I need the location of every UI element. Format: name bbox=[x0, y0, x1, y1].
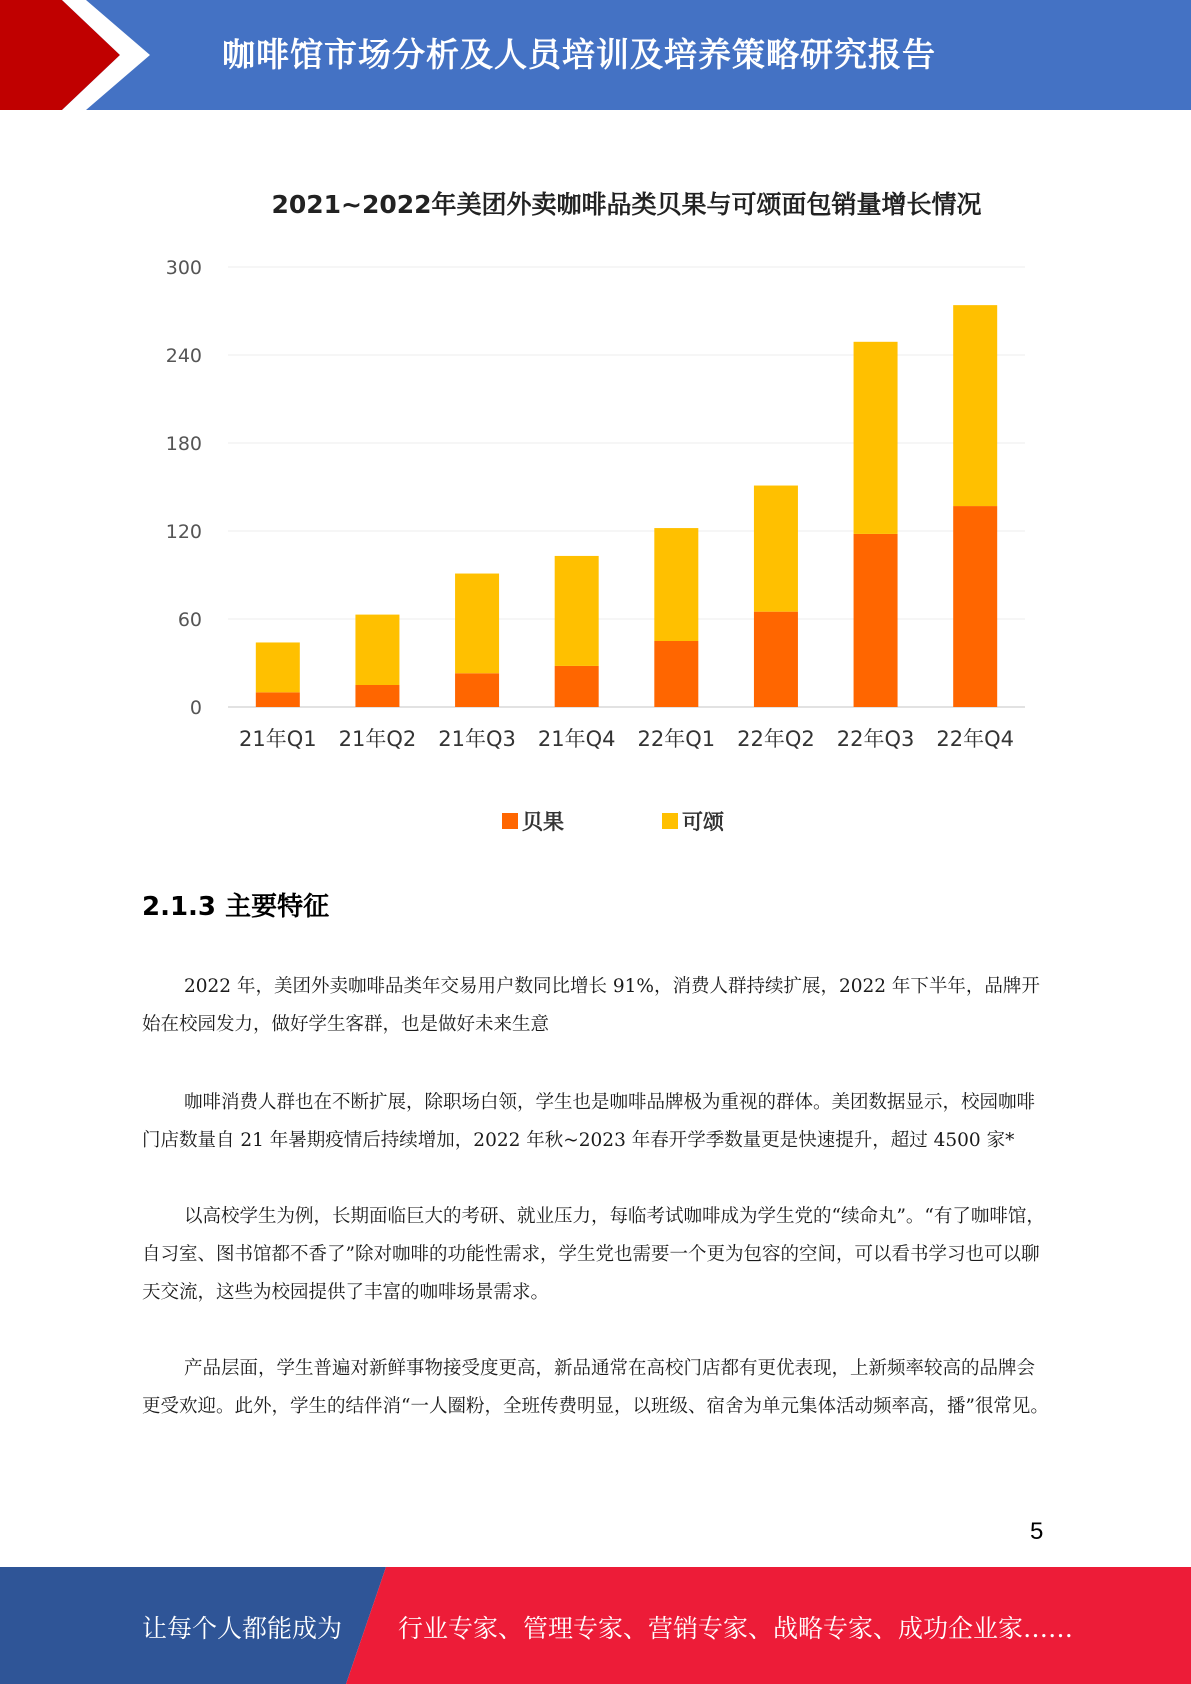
bar-bagel bbox=[455, 673, 499, 707]
bar-bagel bbox=[256, 692, 300, 707]
paragraph-2: 咖啡消费人群也在不断扩展，除职场白领，学生也是咖啡品牌极为重视的群体。美团数据显示，校园咖啡门店数量自 21 年暑期疫情后持续增加，2022 年秋~2023 年春开学季数量更是快速提升，超过 4500 家* bbox=[142, 1092, 1036, 1151]
x-tick-label: 21年Q2 bbox=[338, 727, 417, 751]
chart-title: 2021~2022年美团外卖咖啡品类贝果与可颂面包销量增长情况 bbox=[271, 190, 982, 219]
paragraph-3: 以高校学生为例，长期面临巨大的考研、就业压力，每临考试咖啡成为学生党的“续命丸”。“有了咖啡馆，自习室、图书馆都不香了”除对咖啡的功能性需求，学生党也需要一个更为包容的空间，可以看书学习也可以聊天交流，这些为校园提供了丰富的咖啡场景需求。 bbox=[142, 1206, 1045, 1303]
x-tick-label: 22年Q4 bbox=[936, 727, 1014, 751]
report-title: 咖啡馆市场分析及人员培训及培养策略研究报告 bbox=[222, 35, 936, 74]
bar-bagel bbox=[854, 534, 898, 707]
chart-svg bbox=[140, 170, 1040, 850]
x-tick-label: 22年Q1 bbox=[637, 727, 716, 751]
y-tick-label: 240 bbox=[165, 345, 202, 367]
bar-bagel bbox=[355, 685, 399, 707]
page-header bbox=[0, 0, 1191, 110]
bar-croissant bbox=[256, 642, 300, 692]
footer-slogan-right: 行业专家、管理专家、营销专家、战略专家、成功企业家…… bbox=[398, 1614, 1074, 1643]
header-arrow-decoration bbox=[0, 0, 160, 110]
bar-bagel bbox=[953, 506, 997, 707]
legend-swatch bbox=[662, 813, 678, 829]
bar-bagel bbox=[754, 612, 798, 707]
x-tick-label: 21年Q1 bbox=[239, 727, 317, 751]
bar-croissant bbox=[355, 615, 399, 685]
bar-croissant bbox=[555, 556, 599, 666]
footer-slogan-left: 让每个人都能成为 bbox=[142, 1614, 343, 1643]
legend-swatch bbox=[502, 813, 518, 829]
y-tick-label: 60 bbox=[177, 609, 202, 631]
bar-croissant bbox=[455, 574, 499, 674]
x-tick-label: 21年Q3 bbox=[438, 727, 516, 751]
x-tick-label: 21年Q4 bbox=[537, 727, 616, 751]
bar-croissant bbox=[654, 528, 698, 641]
y-tick-label: 120 bbox=[165, 521, 202, 543]
y-tick-label: 300 bbox=[165, 257, 202, 279]
legend-label: 可颂 bbox=[682, 810, 724, 834]
x-tick-label: 22年Q3 bbox=[836, 727, 915, 751]
y-tick-label: 180 bbox=[165, 433, 202, 455]
paragraph-1: 2022 年，美团外卖咖啡品类年交易用户数同比增长 91%，消费人群持续扩展，2022 年下半年，品牌开始在校园发力，做好学生客群，也是做好未来生意 bbox=[142, 976, 1040, 1035]
page-footer bbox=[0, 1567, 1191, 1684]
bar-croissant bbox=[754, 486, 798, 612]
bar-croissant bbox=[854, 342, 898, 534]
paragraph-4: 产品层面，学生普遍对新鲜事物接受度更高，新品通常在高校门店都有更优表现，上新频率较高的品牌会更受欢迎。此外，学生的结伴消“一人圈粉，全班传费明显，以班级、宿舍为单元集体活动频率高，播”很常见。 bbox=[142, 1358, 1049, 1417]
x-tick-label: 22年Q2 bbox=[737, 727, 815, 751]
legend-label: 贝果 bbox=[522, 810, 564, 834]
sales-growth-chart bbox=[140, 170, 1040, 850]
bar-bagel bbox=[654, 641, 698, 707]
section-heading: 2.1.3 主要特征 bbox=[142, 892, 330, 922]
bar-croissant bbox=[953, 305, 997, 506]
y-tick-label: 0 bbox=[189, 697, 202, 719]
bar-bagel bbox=[555, 666, 599, 707]
page-number: 5 bbox=[1030, 1518, 1044, 1545]
